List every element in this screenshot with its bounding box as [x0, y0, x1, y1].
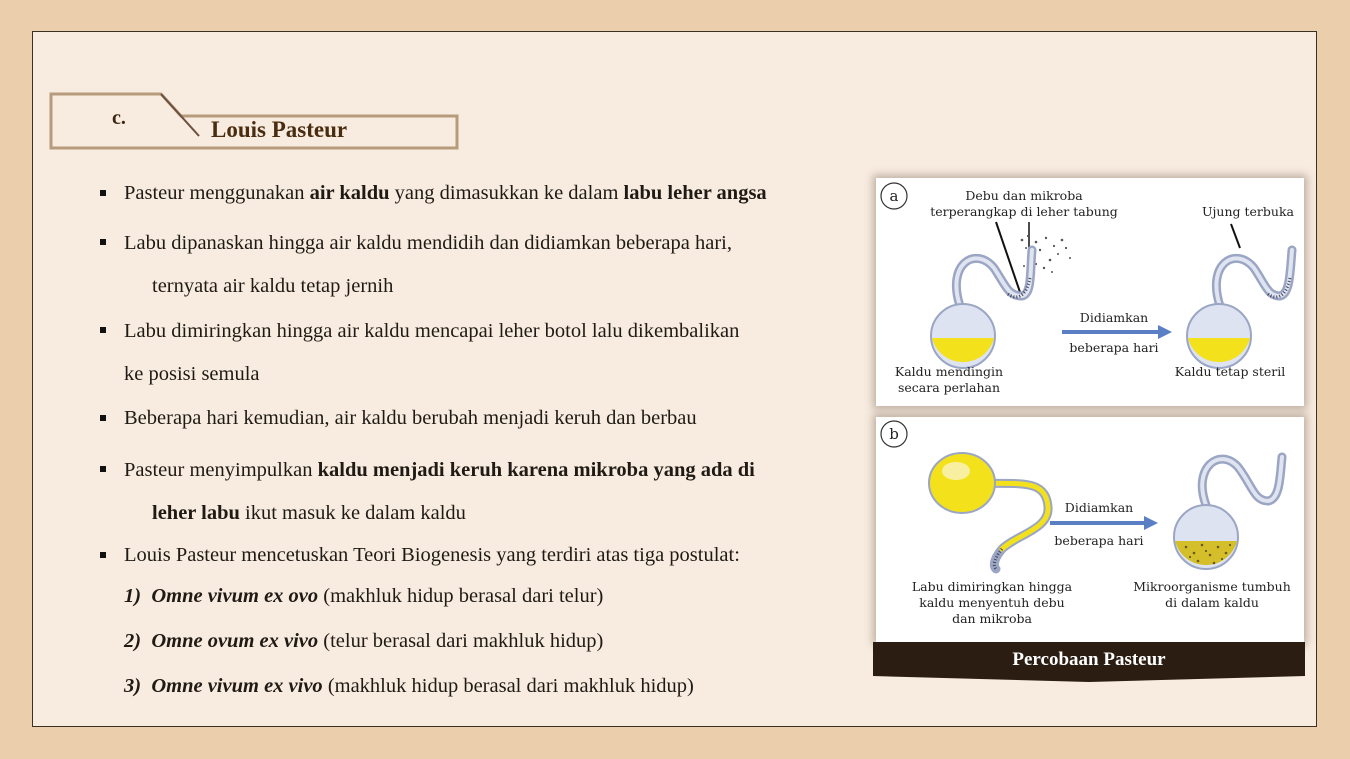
bullet-text: Louis Pasteur mencetuskan Teori Biogenesis yang terdiri atas tiga postulat:: [124, 544, 740, 566]
postulat-number: 3): [124, 675, 142, 697]
postulat-latin: Omne vivum ex vivo: [151, 675, 323, 697]
section-title-tab: [49, 92, 459, 150]
dust-label-line2: terperangkap di leher tabung: [930, 204, 1118, 219]
arrow-label-line2: beberapa hari: [1069, 340, 1159, 355]
panel-a: [876, 178, 1304, 406]
postulat-desc: (telur berasal dari makhluk hidup): [318, 630, 604, 652]
bullet-text: ternyata air kaldu tetap jernih: [152, 275, 394, 297]
panel-a-left-caption-2: secara perlahan: [897, 380, 1001, 395]
postulat-item: [89, 627, 855, 656]
bullet-square-icon: [100, 415, 106, 421]
figure-caption-bar: [873, 642, 1305, 678]
bullet-square-icon: [100, 190, 106, 196]
bullet-item: [89, 449, 855, 535]
tilted-flask-bulb: [929, 453, 995, 513]
bullet-square-icon: [100, 552, 106, 558]
arrow-b-label-line1: Didiamkan: [1064, 500, 1134, 515]
arrow-b-head-icon: [1144, 516, 1158, 530]
postulat-number: 1): [124, 585, 142, 607]
open-end-label: Ujung terbuka: [1202, 204, 1294, 219]
postulat-desc: (makhluk hidup berasal dari makhluk hidup): [322, 675, 694, 697]
panel-b: [876, 417, 1304, 642]
bullet-text: Labu dipanaskan hingga air kaldu mendidih dan didiamkan beberapa hari,: [124, 232, 732, 254]
panel-b-left-caption-3: dan mikroba: [952, 611, 1032, 626]
bullet-text: Labu dimiringkan hingga air kaldu mencapai leher botol lalu dikembalikan: [124, 320, 740, 342]
arrow-label-line1: Didiamkan: [1079, 310, 1149, 325]
panel-b-left-caption-1: Labu dimiringkan hingga: [911, 579, 1073, 594]
postulat-latin: Omne ovum ex vivo: [151, 630, 319, 652]
bullet-bold: labu leher angsa: [623, 182, 767, 204]
bullet-text: Beberapa hari kemudian, air kaldu berubah menjadi keruh dan berbau: [124, 407, 697, 429]
bullet-item: [89, 179, 855, 208]
postulat-latin: Omne vivum ex ovo: [151, 585, 319, 607]
section-letter: c.: [112, 107, 126, 129]
panel-a-left-caption-1: Kaldu mendingin: [894, 364, 1004, 379]
arrow-b-label-line2: beberapa hari: [1054, 533, 1144, 548]
bullet-text: Pasteur menggunakan: [124, 182, 310, 204]
panel-a-right-caption: Kaldu tetap steril: [1174, 364, 1286, 379]
bullet-text: ikut masuk ke dalam kaldu: [239, 502, 466, 524]
panel-a-diagram: [876, 178, 1304, 406]
panel-b-right-caption-2: di dalam kaldu: [1165, 595, 1259, 610]
bullet-item: [89, 310, 855, 396]
section-title: Louis Pasteur: [211, 117, 348, 142]
bullet-bold: air kaldu: [309, 182, 390, 204]
figure-caption: Percobaan Pasteur: [1012, 649, 1166, 670]
upright-flask-neck: [1202, 457, 1282, 505]
bullet-square-icon: [100, 327, 106, 333]
bullet-square-icon: [100, 239, 106, 245]
arrow-head-icon: [1158, 325, 1172, 339]
dust-label-line1: Debu dan mikroba: [965, 188, 1083, 203]
open-end-pointer: [1231, 224, 1240, 248]
bullet-text: yang dimasukkan ke dalam: [389, 182, 624, 204]
panel-b-left-caption-2: kaldu menyentuh debu: [919, 595, 1065, 610]
panel-a-marker: a: [889, 187, 899, 205]
panel-b-diagram: [876, 417, 1304, 642]
panel-b-marker: b: [889, 425, 899, 443]
bullet-bold: kaldu menjadi keruh karena mikroba yang ada di: [317, 459, 755, 481]
bullet-item: [89, 404, 855, 433]
bullet-item: [89, 541, 855, 570]
pasteur-experiment-figure: [876, 178, 1304, 680]
bullet-text: Pasteur menyimpulkan: [124, 459, 318, 481]
postulat-item: [89, 582, 855, 611]
postulat-item: [89, 672, 855, 701]
postulat-number: 2): [124, 630, 142, 652]
slide: [32, 31, 1317, 727]
bullet-item: [89, 222, 855, 308]
bullet-text: ke posisi semula: [124, 363, 260, 385]
panel-b-right-caption-1: Mikroorganisme tumbuh: [1133, 579, 1291, 594]
bullet-list: [89, 179, 855, 717]
postulat-desc: (makhluk hidup berasal dari telur): [318, 585, 604, 607]
bullet-bold: leher labu: [152, 502, 240, 524]
bullet-square-icon: [100, 466, 106, 472]
